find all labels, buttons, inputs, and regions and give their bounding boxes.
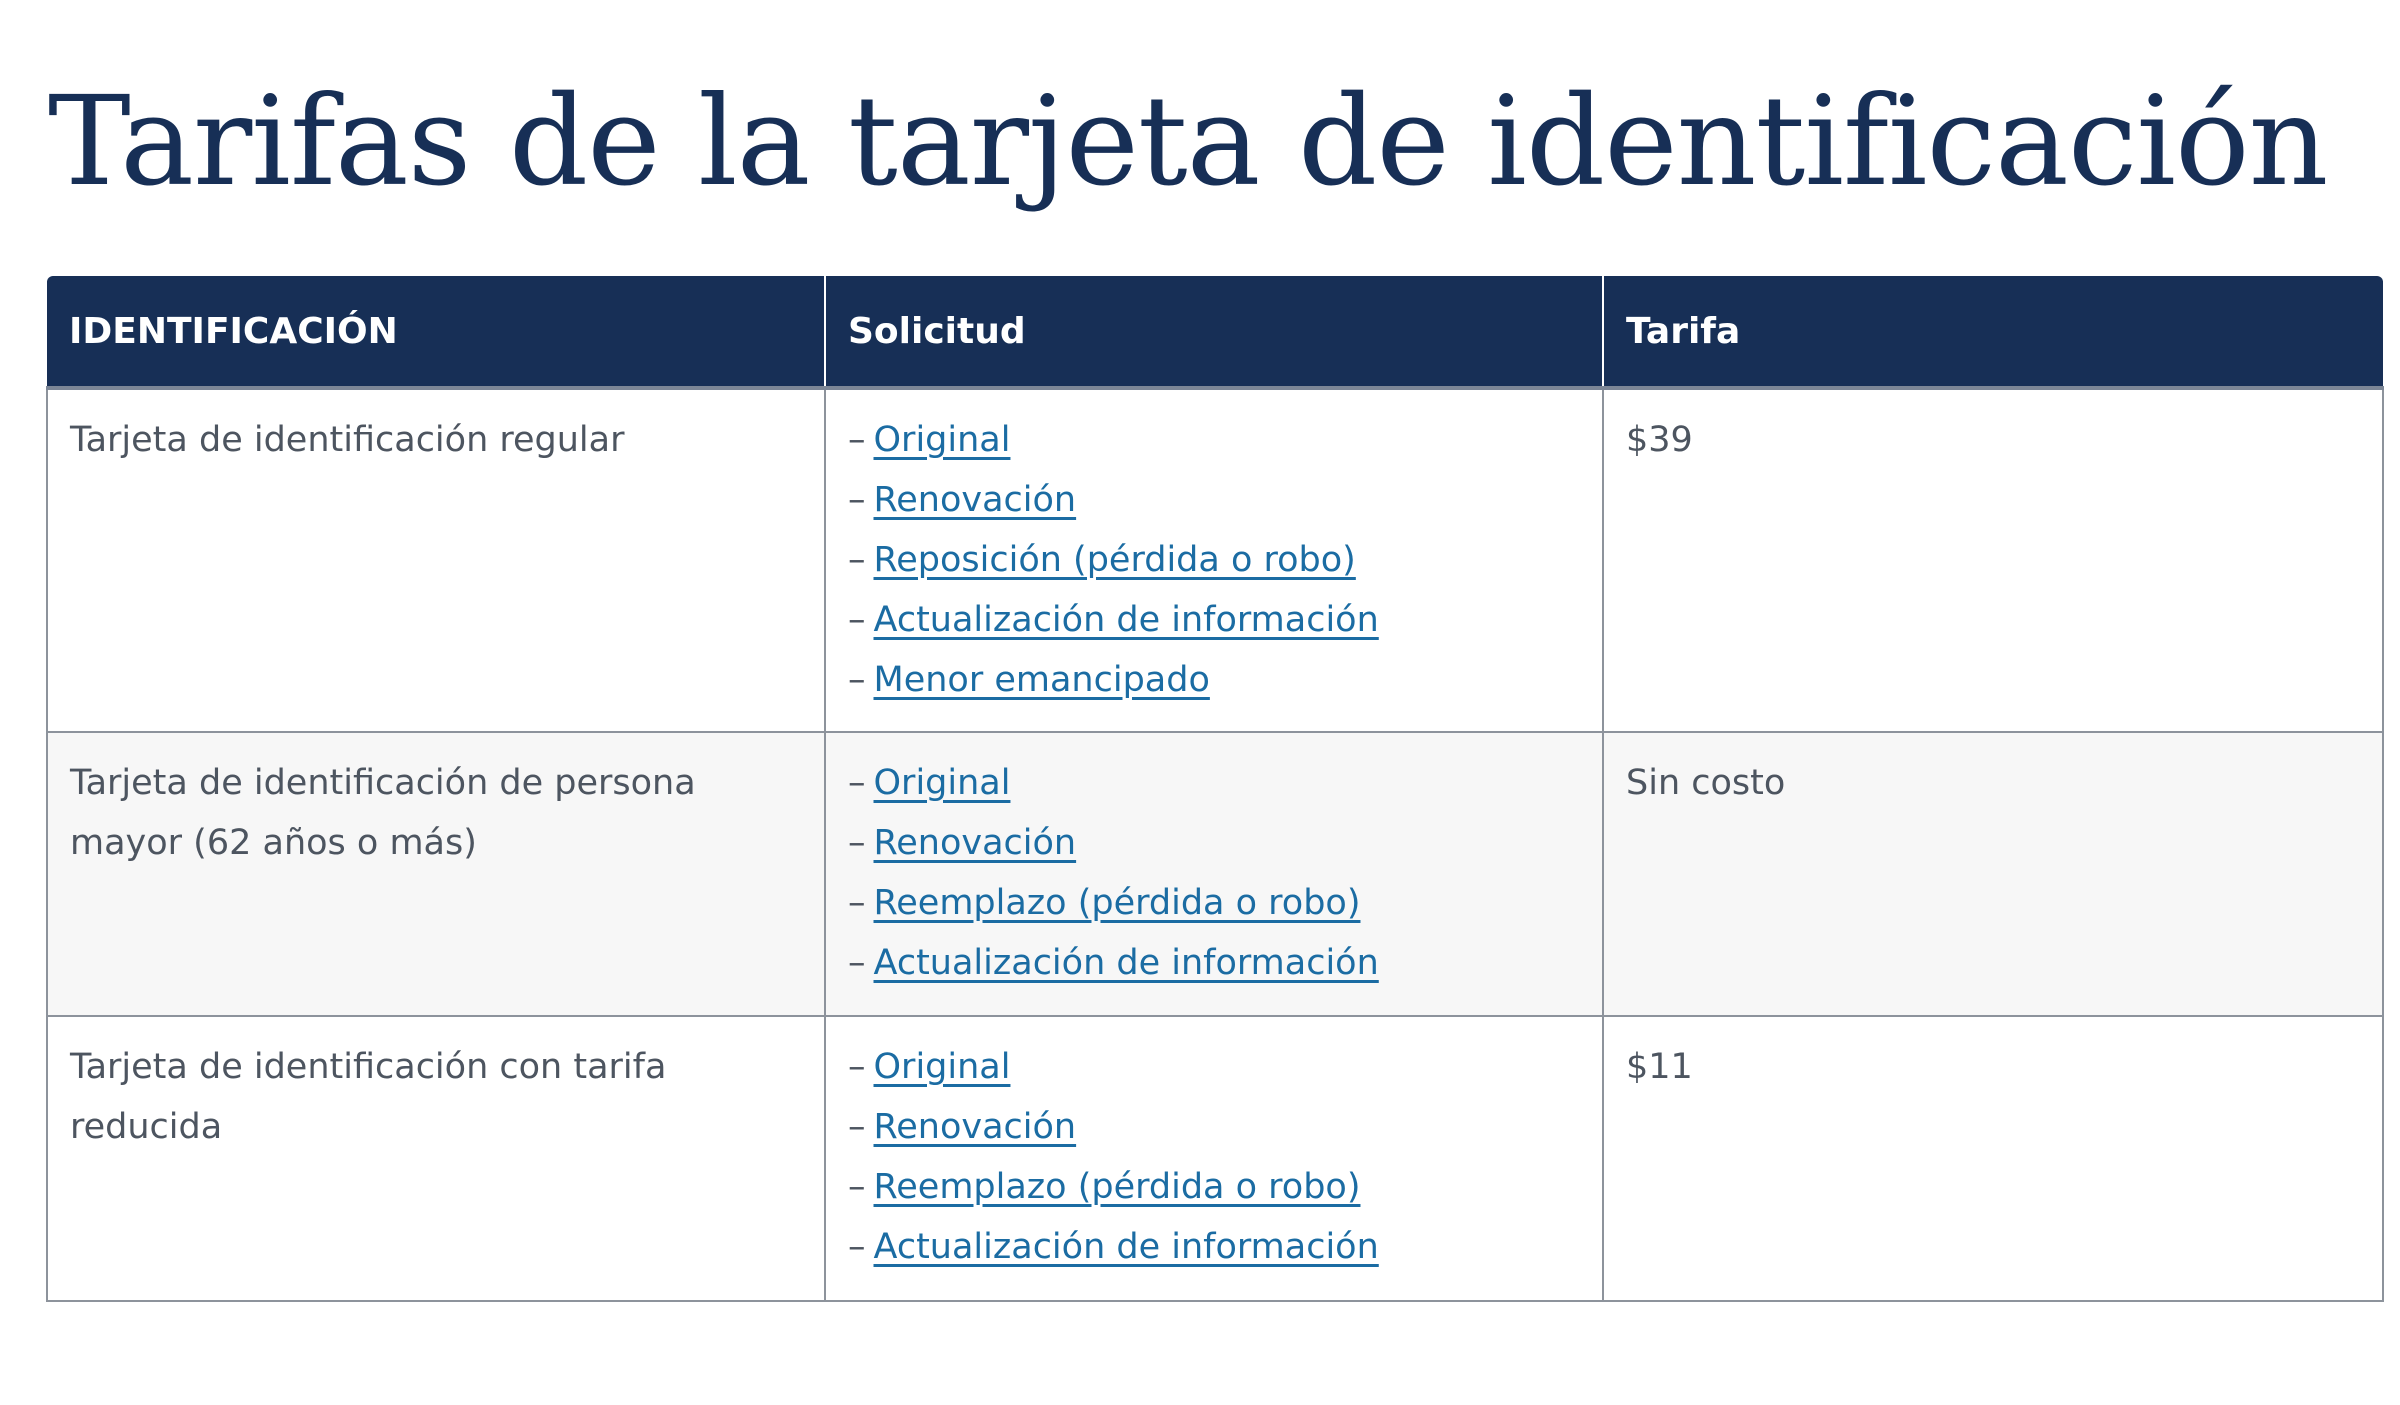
link-renovacion[interactable]: Renovación: [873, 823, 1077, 863]
request-list: [848, 753, 1580, 993]
id-type-cell: Tarjeta de identificación regular: [47, 388, 825, 732]
link-reemplazo[interactable]: Reemplazo (pérdida o robo): [873, 1167, 1361, 1207]
link-original[interactable]: Original: [873, 1047, 1011, 1087]
fee-cell: $39: [1603, 388, 2383, 732]
link-actualizacion[interactable]: Actualización de información: [873, 600, 1379, 640]
header-identificacion: IDENTIFICACIÓN: [47, 276, 825, 388]
table-row: [47, 732, 2383, 1016]
id-type-cell: Tarjeta de identificación de persona mayor (62 años o más): [47, 732, 825, 1016]
dash: –: [848, 1107, 866, 1147]
request-list: [848, 1037, 1580, 1277]
dash: –: [848, 763, 866, 803]
request-list: [848, 410, 1580, 710]
dash: –: [848, 1167, 866, 1207]
request-item: [848, 470, 1580, 530]
table-row: [47, 388, 2383, 732]
header-tarifa: Tarifa: [1603, 276, 2383, 388]
link-menor-emancipado[interactable]: Menor emancipado: [873, 660, 1210, 700]
fee-cell: Sin costo: [1603, 732, 2383, 1016]
dash: –: [848, 660, 866, 700]
dash: –: [848, 943, 866, 983]
dash: –: [848, 883, 866, 923]
page-title: Tarifas de la tarjeta de identificación: [48, 70, 2328, 214]
request-item: [848, 1157, 1580, 1217]
dash: –: [848, 1047, 866, 1087]
request-item: [848, 813, 1580, 873]
table-row: [47, 1016, 2383, 1301]
request-item: [848, 590, 1580, 650]
request-item: [848, 1037, 1580, 1097]
request-cell: [825, 1016, 1603, 1301]
link-actualizacion[interactable]: Actualización de información: [873, 1227, 1379, 1267]
request-item: [848, 650, 1580, 710]
link-actualizacion[interactable]: Actualización de información: [873, 943, 1379, 983]
link-renovacion[interactable]: Renovación: [873, 480, 1077, 520]
table-header: [47, 276, 2383, 388]
link-original[interactable]: Original: [873, 420, 1011, 460]
link-reemplazo[interactable]: Reemplazo (pérdida o robo): [873, 883, 1361, 923]
header-row: [47, 276, 2383, 388]
request-item: [848, 873, 1580, 933]
dash: –: [848, 1227, 866, 1267]
request-item: [848, 1217, 1580, 1277]
link-renovacion[interactable]: Renovación: [873, 1107, 1077, 1147]
request-item: [848, 1097, 1580, 1157]
request-cell: [825, 388, 1603, 732]
dash: –: [848, 600, 866, 640]
request-item: [848, 410, 1580, 470]
fee-cell: $11: [1603, 1016, 2383, 1301]
dash: –: [848, 420, 866, 460]
link-original[interactable]: Original: [873, 763, 1011, 803]
fees-table: [46, 276, 2384, 1302]
dash: –: [848, 540, 866, 580]
request-item: [848, 933, 1580, 993]
dash: –: [848, 480, 866, 520]
link-reposicion[interactable]: Reposición (pérdida o robo): [873, 540, 1356, 580]
request-cell: [825, 732, 1603, 1016]
request-item: [848, 530, 1580, 590]
dash: –: [848, 823, 866, 863]
request-item: [848, 753, 1580, 813]
id-type-cell: Tarjeta de identificación con tarifa reducida: [47, 1016, 825, 1301]
header-solicitud: Solicitud: [825, 276, 1603, 388]
